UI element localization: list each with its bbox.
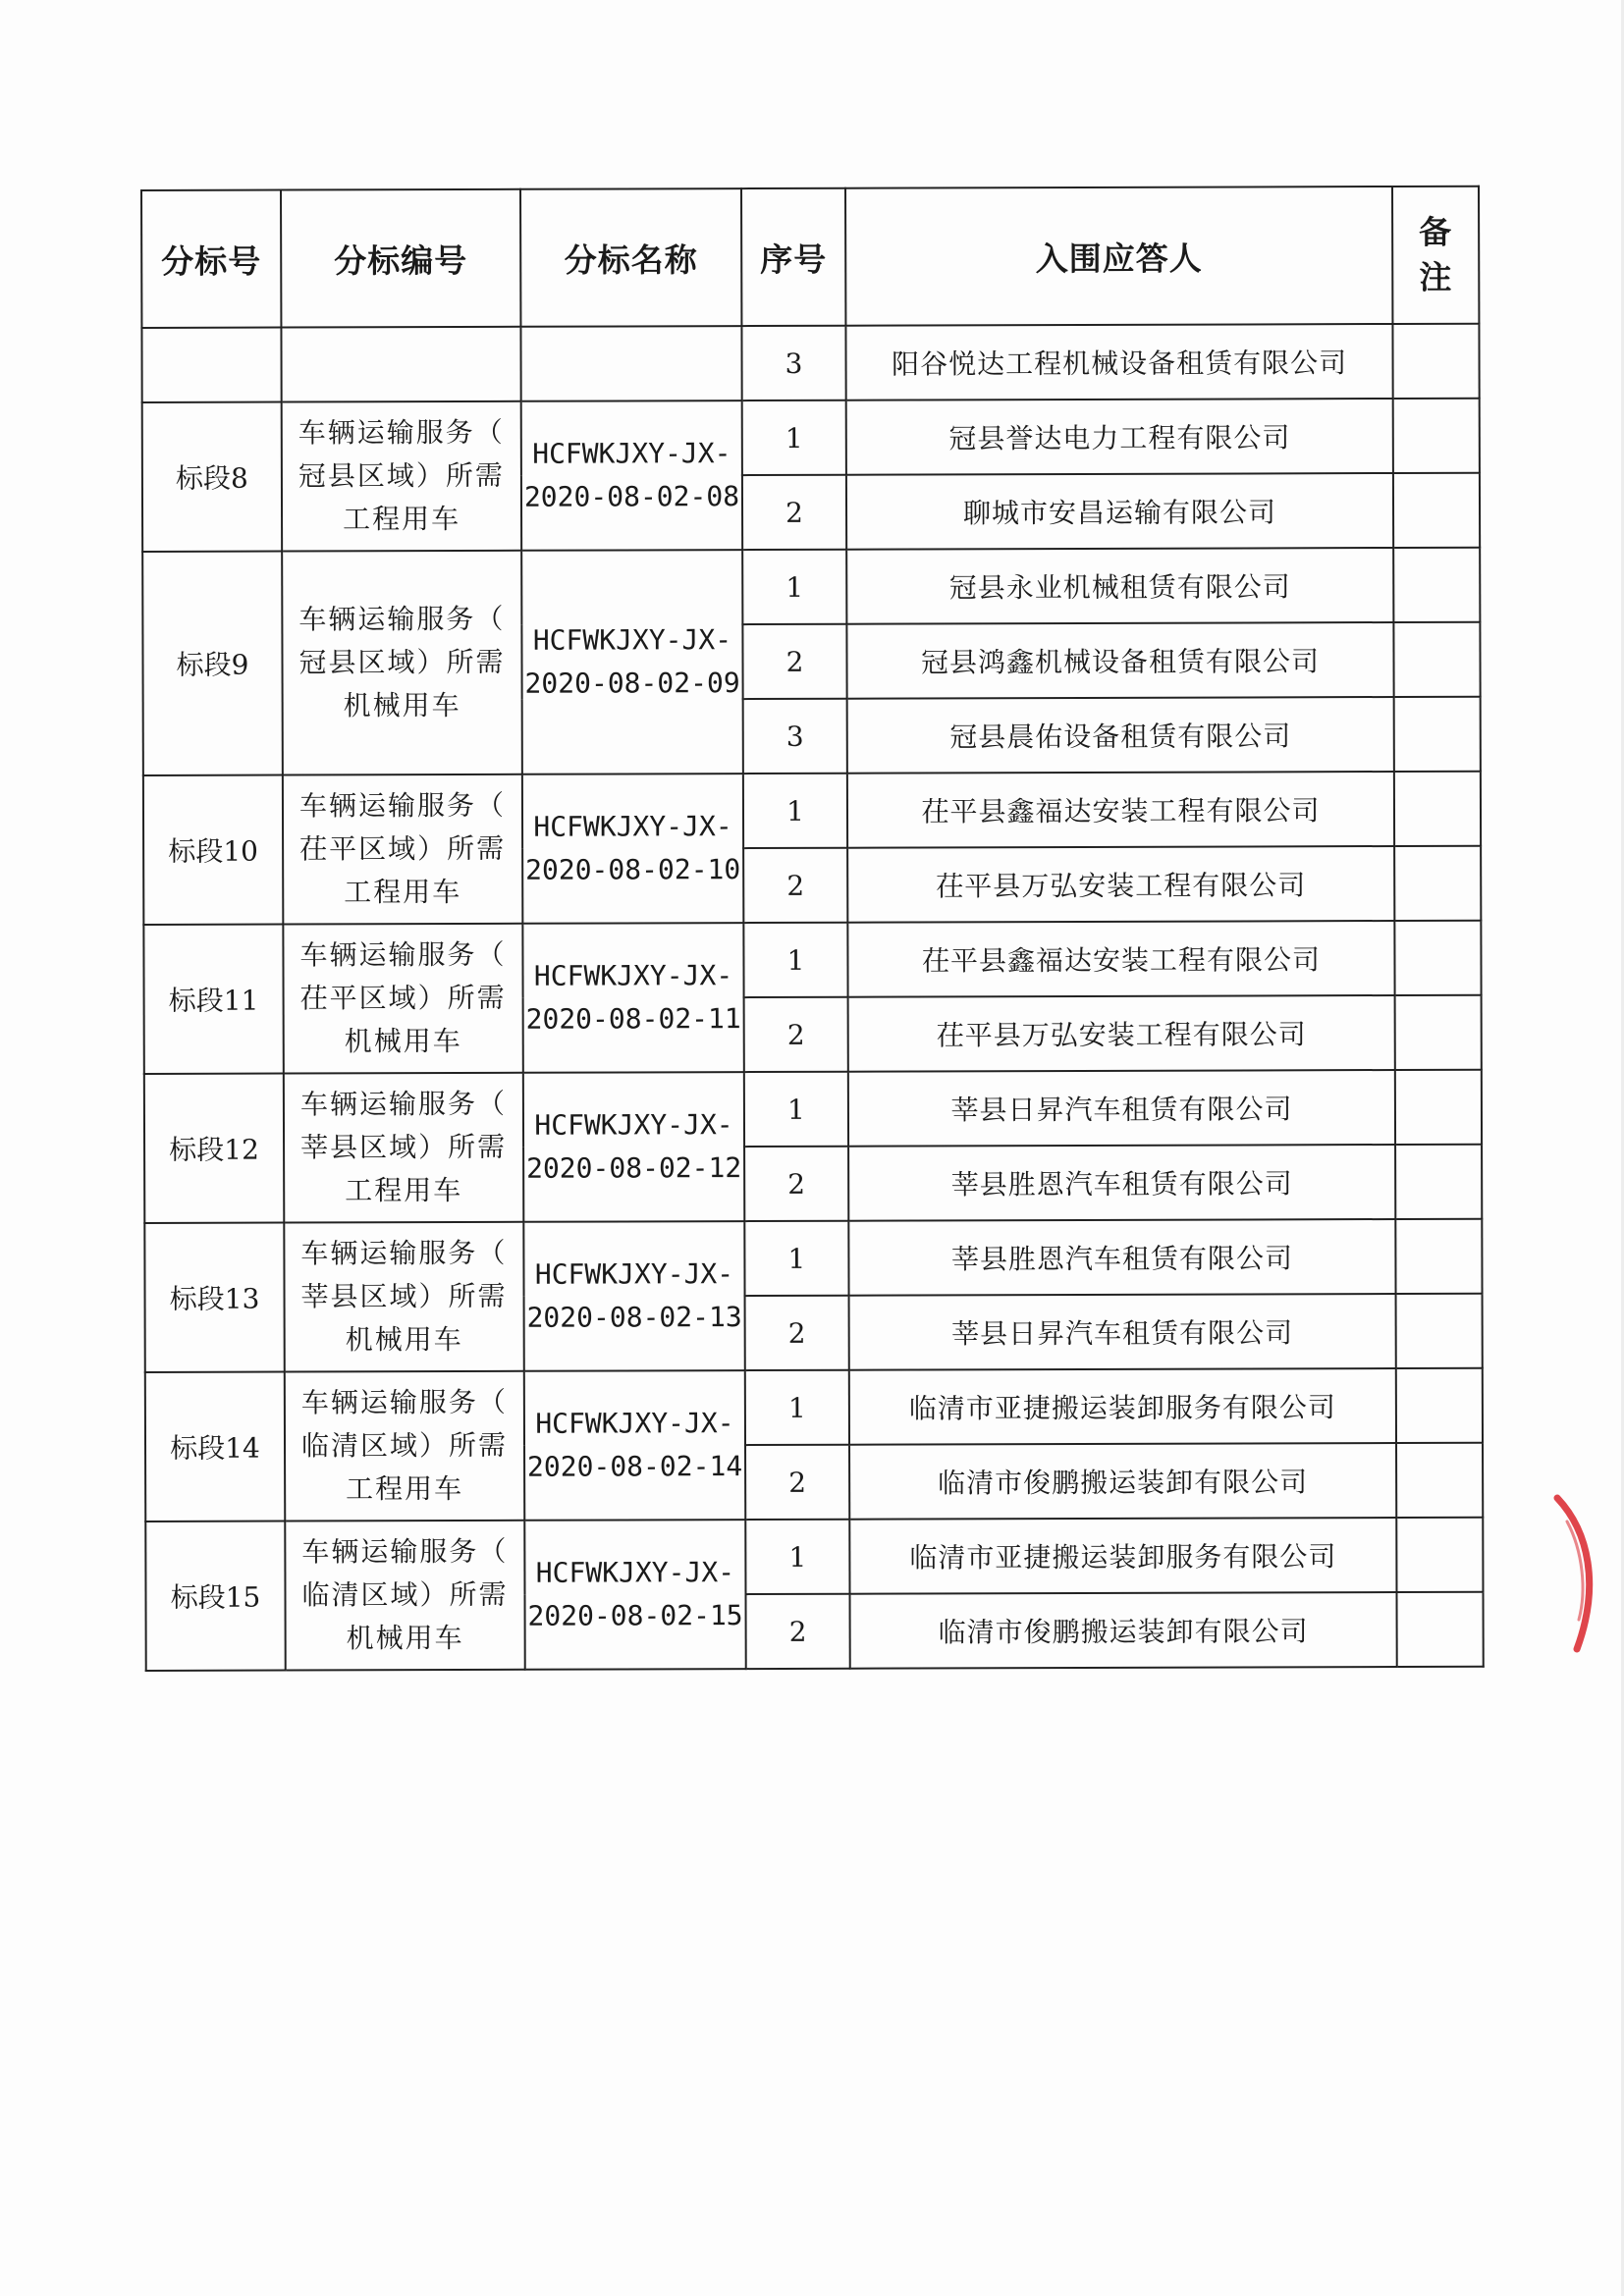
- table-body: [141, 324, 1483, 1671]
- remark-cell: [1394, 772, 1481, 846]
- company-cell: 临清市亚捷搬运装卸服务有限公司: [849, 1518, 1396, 1594]
- segment-no-cell: 标段13: [144, 1223, 284, 1372]
- company-cell: 冠县鸿鑫机械设备租赁有限公司: [846, 622, 1393, 699]
- segment-name-cell: [284, 1073, 523, 1223]
- header-segment-code: 分标编号: [281, 189, 520, 328]
- segment-code-line: HCFWKJXY-JX-: [532, 623, 732, 657]
- header-segment-no: 分标号: [141, 190, 281, 328]
- segment-code-cell: [523, 1072, 744, 1222]
- segment-code-line: 2020-08-02-12: [526, 1151, 742, 1185]
- segment-name-line: 莘县区域）所需: [300, 1279, 508, 1313]
- segment-name-cell: [281, 327, 520, 402]
- segment-no-cell: 标段8: [142, 402, 282, 552]
- remark-cell: [1395, 1219, 1482, 1294]
- segment-name-line: 工程用车: [345, 1173, 463, 1207]
- remark-cell: [1396, 1592, 1483, 1667]
- seq-cell: 2: [745, 1296, 849, 1370]
- segment-name-line: 莘县区域）所需: [299, 1130, 508, 1164]
- segment-name-line: 机械用车: [344, 1024, 462, 1058]
- segment-name-line: 茌平区域）所需: [299, 981, 507, 1015]
- segment-code-line: HCFWKJXY-JX-: [535, 1556, 735, 1589]
- table-row: [143, 772, 1481, 850]
- seq-cell: 2: [745, 1445, 849, 1520]
- segment-code-line: 2020-08-02-14: [526, 1450, 743, 1483]
- red-seal-mark: [1549, 1492, 1608, 1659]
- segment-code-line: [522, 363, 741, 364]
- company-cell: 临清市俊鹏搬运装卸有限公司: [849, 1592, 1396, 1669]
- segment-code-cell: [522, 923, 743, 1073]
- segment-code-line: HCFWKJXY-JX-: [535, 1407, 734, 1440]
- company-cell: 临清市亚捷搬运装卸服务有限公司: [849, 1368, 1396, 1445]
- remark-cell: [1396, 1368, 1483, 1443]
- seq-cell: 1: [744, 1221, 848, 1296]
- segment-code-line: 2020-08-02-09: [524, 667, 740, 700]
- segment-name-line: 车辆运输服务（: [299, 1087, 507, 1121]
- table-row: [145, 1518, 1483, 1596]
- seq-cell: 2: [742, 475, 846, 550]
- company-cell: 茌平县鑫福达安装工程有限公司: [847, 772, 1394, 848]
- segment-name-line: 机械用车: [343, 688, 461, 722]
- remark-cell: [1393, 622, 1480, 697]
- company-cell: 莘县胜恩汽车租赁有限公司: [848, 1145, 1395, 1221]
- table-row: [141, 324, 1479, 402]
- segment-code-cell: [520, 326, 741, 401]
- table-header-row: [141, 187, 1479, 328]
- segment-code-line: HCFWKJXY-JX-: [532, 437, 731, 470]
- table-row: [144, 1219, 1482, 1298]
- segment-code-line: 2020-08-02-11: [525, 1002, 741, 1036]
- segment-code-cell: [524, 1520, 745, 1670]
- segment-name-cell: [282, 551, 522, 775]
- segment-name-line: 车辆运输服务（: [299, 937, 507, 972]
- company-cell: 茌平县万弘安装工程有限公司: [847, 846, 1394, 923]
- seq-cell: 2: [745, 1594, 849, 1669]
- segment-name-cell: [282, 401, 521, 552]
- segment-code-line: HCFWKJXY-JX-: [533, 810, 732, 843]
- header-remark: [1392, 187, 1479, 324]
- seq-cell: 1: [742, 550, 846, 624]
- segment-code-line: 2020-08-02-10: [525, 853, 741, 886]
- segment-name-cell: [284, 1222, 523, 1372]
- seq-cell: 2: [744, 997, 848, 1072]
- remark-cell: [1392, 324, 1479, 399]
- segment-no-cell: 标段10: [143, 775, 283, 925]
- segment-code-cell: [521, 550, 743, 774]
- segment-code-line: 2020-08-02-13: [526, 1301, 742, 1334]
- segment-name-line: 车辆运输服务（: [300, 1236, 508, 1270]
- segment-name-line: 冠县区域）所需: [298, 645, 506, 679]
- segment-code-cell: [521, 400, 742, 551]
- segment-name-line: 机械用车: [346, 1621, 464, 1655]
- company-cell: 临清市俊鹏搬运装卸有限公司: [849, 1443, 1396, 1520]
- header-remark-line2: 注: [1419, 257, 1453, 296]
- remark-cell: [1395, 995, 1482, 1070]
- segment-name-line: 车辆运输服务（: [298, 602, 506, 636]
- company-cell: 聊城市安昌运输有限公司: [846, 473, 1393, 550]
- company-cell: 阳谷悦达工程机械设备租赁有限公司: [845, 324, 1392, 400]
- segment-name-line: 车辆运输服务（: [298, 788, 507, 823]
- remark-cell: [1393, 399, 1480, 473]
- header-shortlisted: 入围应答人: [845, 187, 1392, 326]
- segment-no-cell: 标段15: [145, 1522, 285, 1671]
- segment-no-cell: 标段9: [142, 552, 283, 775]
- segment-code-line: HCFWKJXY-JX-: [534, 1257, 734, 1291]
- segment-name-line: 工程用车: [346, 1471, 464, 1506]
- segment-name-line: 车辆运输服务（: [298, 415, 505, 450]
- segment-name-cell: [283, 924, 522, 1074]
- remark-cell: [1394, 697, 1481, 772]
- segment-name-line: 茌平区域）所需: [299, 831, 507, 866]
- segment-name-line: 工程用车: [342, 502, 461, 536]
- segment-name-line: 冠县区域）所需: [298, 458, 505, 493]
- segment-name-line: [283, 364, 520, 365]
- table-row: [142, 548, 1480, 626]
- company-cell: 冠县誉达电力工程有限公司: [846, 399, 1393, 475]
- segment-code-cell: [523, 1221, 744, 1371]
- company-cell: 茌平县鑫福达安装工程有限公司: [847, 921, 1394, 997]
- segment-no-cell: 标段14: [145, 1372, 285, 1522]
- seq-cell: 2: [742, 624, 846, 699]
- segment-name-line: 车辆运输服务（: [300, 1385, 508, 1419]
- company-cell: 茌平县万弘安装工程有限公司: [848, 995, 1395, 1072]
- segment-name-cell: [285, 1521, 524, 1671]
- seq-cell: 1: [743, 774, 847, 848]
- segment-no-cell: 标段11: [143, 925, 283, 1074]
- segment-name-cell: [285, 1371, 524, 1522]
- seq-cell: 3: [741, 326, 845, 400]
- remark-cell: [1394, 846, 1481, 921]
- company-cell: 冠县永业机械租赁有限公司: [846, 548, 1393, 624]
- segment-name-line: [283, 364, 520, 365]
- segment-name-line: [283, 364, 520, 365]
- remark-cell: [1396, 1294, 1483, 1368]
- seq-cell: 1: [745, 1520, 849, 1594]
- segment-code-line: 2020-08-02-15: [527, 1599, 743, 1632]
- seq-cell: 1: [742, 400, 846, 475]
- segment-name-line: 临清区域）所需: [301, 1577, 509, 1612]
- table-row: [142, 399, 1480, 477]
- remark-cell: [1394, 921, 1481, 995]
- remark-cell: [1395, 1145, 1482, 1219]
- company-cell: 莘县日昇汽车租赁有限公司: [849, 1294, 1396, 1370]
- seq-cell: 2: [743, 848, 847, 923]
- seq-cell: 1: [744, 1072, 848, 1147]
- table-row: [144, 1070, 1482, 1148]
- segment-code-cell: [522, 774, 743, 924]
- header-seq: 序号: [741, 188, 845, 326]
- segment-code-line: HCFWKJXY-JX-: [533, 959, 733, 992]
- segment-name-line: 机械用车: [345, 1322, 463, 1357]
- remark-cell: [1396, 1518, 1483, 1592]
- segment-name-line: 工程用车: [344, 875, 462, 909]
- segment-code-line: 2020-08-02-08: [523, 480, 740, 513]
- segment-name-line: 临清区域）所需: [300, 1428, 509, 1463]
- segment-code-line: HCFWKJXY-JX-: [534, 1108, 733, 1142]
- remark-cell: [1395, 1070, 1482, 1145]
- segment-name-line: 车辆运输服务（: [301, 1534, 509, 1569]
- seq-cell: 1: [745, 1370, 849, 1445]
- header-segment-name: 分标名称: [520, 188, 741, 327]
- segment-code-cell: [524, 1370, 745, 1521]
- remark-cell: [1393, 548, 1480, 622]
- company-cell: 莘县胜恩汽车租赁有限公司: [848, 1219, 1395, 1296]
- segment-code-line: [522, 363, 741, 364]
- seq-cell: 3: [743, 699, 847, 774]
- company-cell: 莘县日昇汽车租赁有限公司: [848, 1070, 1395, 1147]
- table-row: [145, 1368, 1483, 1447]
- remark-cell: [1396, 1443, 1483, 1518]
- remark-cell: [1393, 473, 1480, 548]
- shortlist-table: [140, 186, 1485, 1672]
- seq-cell: 2: [744, 1147, 848, 1221]
- seq-cell: 1: [743, 923, 847, 997]
- segment-no-cell: 标段12: [144, 1074, 284, 1223]
- header-remark-line1: 备: [1419, 212, 1453, 251]
- table-row: [143, 921, 1481, 999]
- company-cell: 冠县晨佑设备租赁有限公司: [847, 697, 1394, 774]
- segment-name-cell: [283, 774, 522, 925]
- segment-no-cell: [141, 328, 281, 402]
